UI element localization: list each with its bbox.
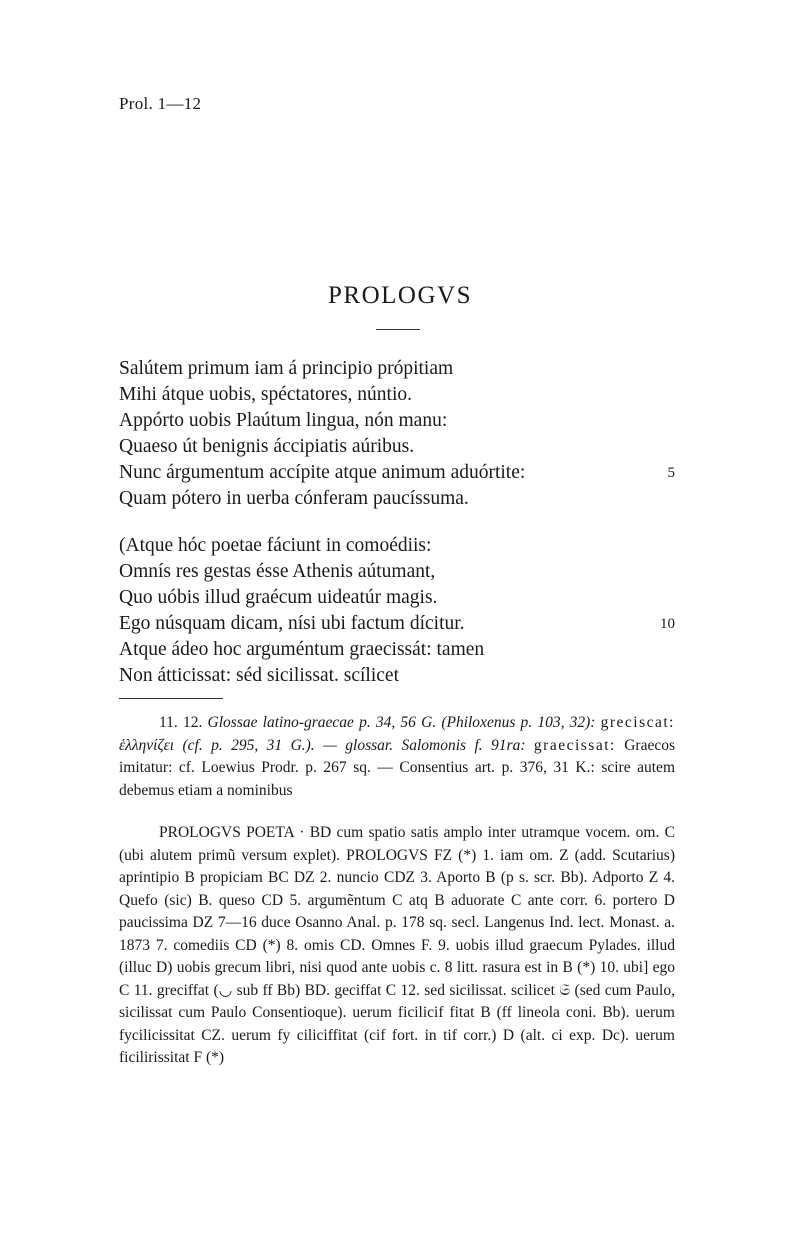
- verse-line: [119, 585, 679, 611]
- verse-text: Quaeso út benignis áccipiatis aúribus.: [119, 436, 415, 457]
- verse-line: [119, 533, 679, 559]
- page-title: PROLOGVS: [328, 282, 472, 309]
- verse-line: [119, 434, 679, 460]
- verse-text: (Atque hóc poetae fáciunt in comoédiis:: [119, 535, 432, 556]
- verse-text: Nunc árgumentum accípite atque animum aduórtite:: [119, 462, 526, 483]
- verse-block-1: [119, 356, 679, 512]
- verse-line: [119, 460, 679, 486]
- testimonia-notes: [119, 712, 675, 802]
- verse-line: [119, 356, 679, 382]
- verse-line: [119, 559, 679, 585]
- running-head: Prol. 1—12: [119, 94, 202, 113]
- verse-text: Non átticissat: séd sicilissat. scílicet: [119, 665, 399, 686]
- verse-text: Quam pótero in uerba cónferam paucíssuma.: [119, 488, 469, 509]
- verse-line: [119, 611, 679, 637]
- verse-text: Quo uóbis illud graécum uideatúr magis.: [119, 587, 438, 608]
- testimonia-paragraph: [119, 712, 675, 802]
- note-source: ἑλληνίζει (cf. p. 295, 31 G.). — glossar. Salomonis f. 91ra:: [119, 736, 526, 754]
- verse-line: [119, 408, 679, 434]
- note-lemma: graecissat:: [533, 736, 616, 754]
- line-number: 5: [667, 465, 675, 481]
- apparatus-text: PROLOGVS POETA · BD cum spatio satis amplo inter utramque vocem. om. C (ubi alutem primũ versum explet). PROLOGVS FZ (*) 1. iam om. Z (add. Scutarius) aprintipio B propiciam BC DZ 2. nuncio CDZ 3. Aporto B (p s. scr. Bb). Adporto Z 4. Quefo (sic) B. queso CD 5. argumẽntum C atq B aduorate C ante corr. 6. portero D paucissima DZ 7—16 duce Osanno Anal. p. 178 sq. secl. Langenus Ind. lect. Monast. a. 1873 7. comediis CD (*) 8. omis CD. Omnes F. 9. uobis illud graecum Pylades. illud (illuc D) uobis grecum libri, nisi quod ante uobis c. 8 litt. rasura est in B (*) 10. ubi] ego C 11. greciffat (◡ sub ff Bb) BD. geciffat C 12. sed sicilissat. scilicet 𝔖 (sed cum Paulo, sicilissat cum Paulo Consentioque). uerum ficilicif fitat B (ff lineola coni. Bb). uerum fycilicissitat CZ. uerum fy ciliciffitat (cif fort. in tif corr.) D (alt. ci exp. Dc). uerum ficilirissitat F (*): [119, 824, 675, 1066]
- verse-text: Ego núsquam dicam, nísi ubi factum dícitur.: [119, 613, 465, 634]
- verse-line: [119, 637, 679, 663]
- note-ref: 11. 12.: [159, 714, 203, 731]
- verse-line: [119, 663, 679, 689]
- line-number: 10: [660, 616, 675, 632]
- verse-block-2: [119, 533, 679, 689]
- verse-line: [119, 486, 679, 512]
- note-text: Graecos imitatur: cf. Loewius Prodr. p. 267 sq. — Consentius art. p. 376, 31 K.: scire autem debemus etiam a nominibus: [119, 736, 676, 799]
- verse-line: [119, 382, 679, 408]
- verse-text: Appórto uobis Plaútum lingua, nón manu:: [119, 410, 448, 431]
- note-lemma: greciscat:: [600, 714, 675, 731]
- note-source: Glossae latino-graecae p. 34, 56 G. (Philoxenus p. 103, 32):: [207, 714, 596, 731]
- title-divider: [376, 329, 420, 330]
- verse-text: Omnís res gestas ésse Athenis aútumant,: [119, 561, 436, 582]
- footnote-divider: [119, 698, 223, 699]
- critical-apparatus: [119, 822, 675, 1070]
- verse-text: Mihi átque uobis, spéctatores, núntio.: [119, 384, 412, 405]
- verse-text: Atque ádeo hoc arguméntum graecissát: tamen: [119, 639, 485, 660]
- verse-text: Salútem primum iam á principio própitiam: [119, 358, 454, 379]
